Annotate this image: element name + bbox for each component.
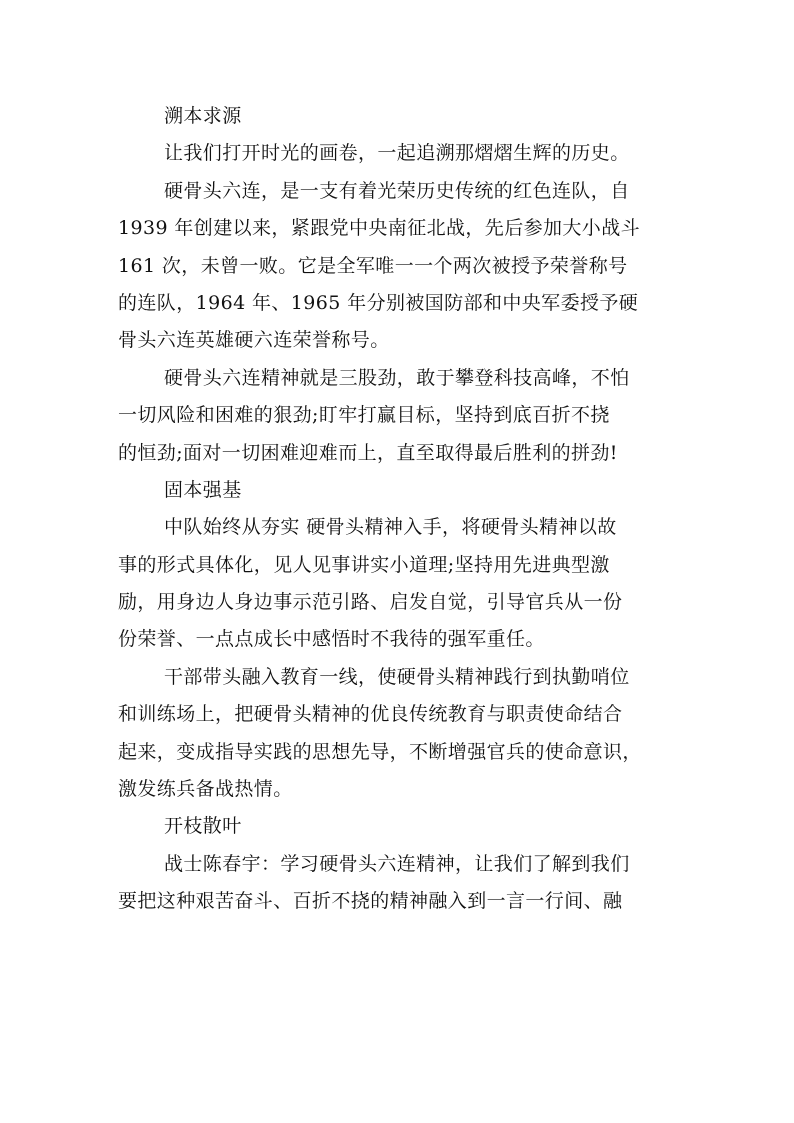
paragraph-line: 的连队，1964 年、1965 年分别被国防部和中央军委授予硬: [118, 291, 639, 314]
paragraph-line: 一切风险和困难的狠劲;盯牢打赢目标，坚持到底百折不挠: [118, 404, 610, 427]
paragraph-line: 中队始终从夯实 硬骨头精神入手，将硬骨头精神以故: [164, 516, 617, 539]
paragraph-line: 硬骨头六连，是一支有着光荣历史传统的红色连队，自: [164, 179, 630, 202]
paragraph-line: 硬骨头六连精神就是三股劲，敢于攀登科技高峰，不怕: [164, 366, 630, 389]
paragraph-line: 激发练兵备战热情。: [118, 778, 293, 801]
paragraph-line: 1939 年创建以来，紧跟党中央南征北战，先后参加大小战斗: [118, 217, 640, 240]
section-heading-kaizhi-sanye: 开枝散叶: [164, 815, 242, 838]
paragraph-line: 战士陈春宇：学习硬骨头六连精神，让我们了解到我们: [164, 852, 630, 875]
paragraph-line: 干部带头融入教育一线，使硬骨头精神践行到执勤哨位: [164, 665, 630, 688]
paragraph-line: 要把这种艰苦奋斗、百折不挠的精神融入到一言一行间、融: [118, 890, 623, 913]
paragraph-line: 的恒劲;面对一切困难迎难而上，直至取得最后胜利的拼劲!: [118, 441, 618, 464]
paragraph-line: 骨头六连英雄硬六连荣誉称号。: [118, 329, 390, 352]
paragraph-line: 起来，变成指导实践的思想先导，不断增强官兵的使命意识，: [118, 740, 642, 763]
paragraph-line: 励，用身边人身边事示范引路、启发自觉，引导官兵从一份: [118, 591, 623, 614]
paragraph-line: 事的形式具体化，见人见事讲实小道理;坚持用先进典型激: [118, 553, 610, 576]
document-body: [118, 98, 678, 921]
paragraph-line: 份荣誉、一点点成长中感悟时不我待的强军重任。: [118, 628, 545, 651]
section-heading-guben-qiangji: 固本强基: [164, 478, 242, 501]
paragraph-line: 让我们打开时光的画卷，一起追溯那熠熠生辉的历史。: [164, 142, 630, 165]
section-heading-suben-qiuyuan: 溯本求源: [164, 105, 242, 127]
paragraph-line: 161 次，未曾一败。它是全军唯一一个两次被授予荣誉称号: [118, 254, 628, 277]
paragraph-line: 和训练场上，把硬骨头精神的优良传统教育与职责使命结合: [118, 703, 623, 726]
